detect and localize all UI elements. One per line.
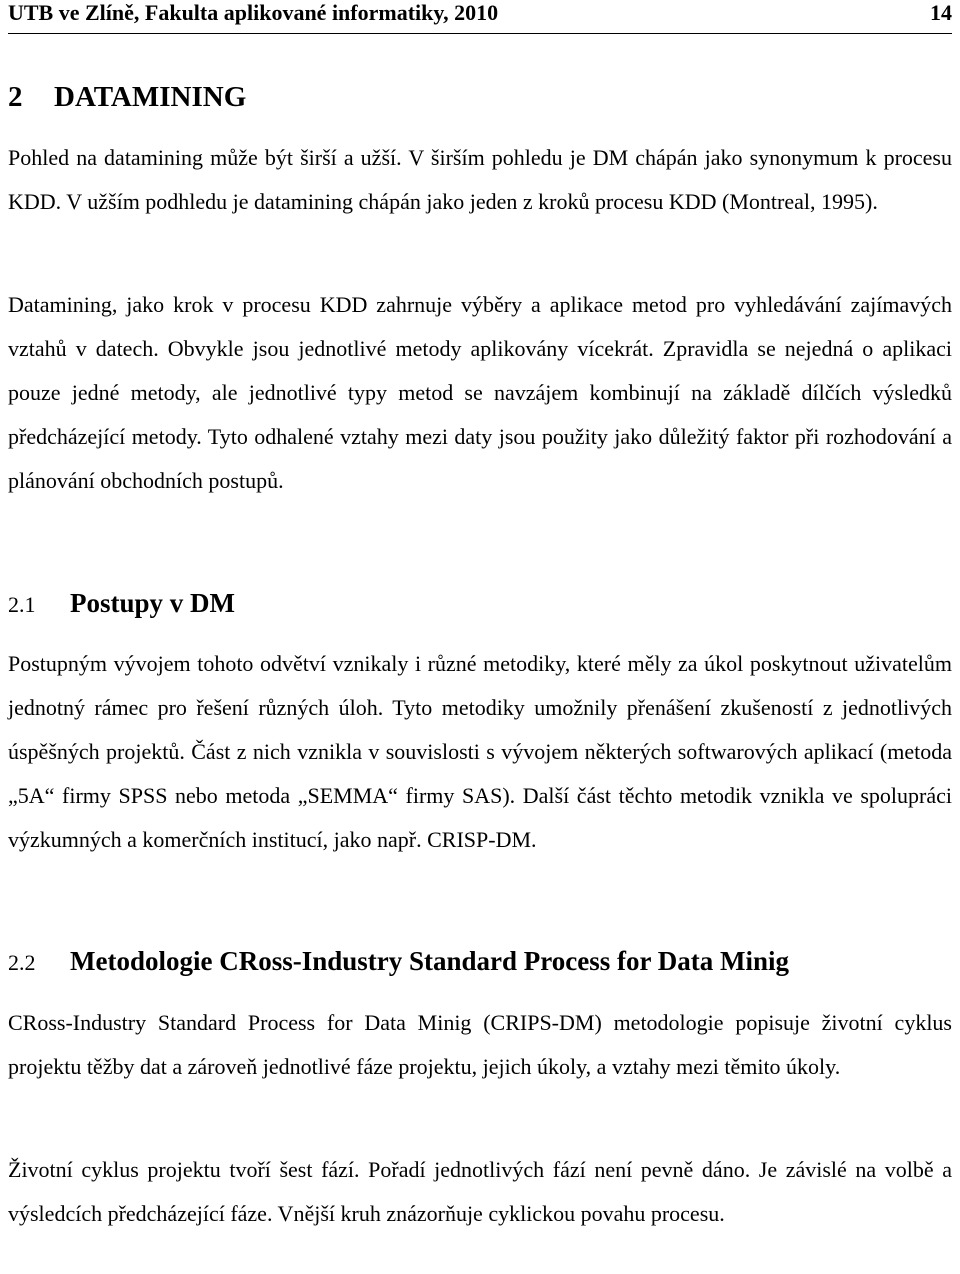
chapter-title: DATAMINING <box>54 81 247 113</box>
header-rule <box>8 33 952 34</box>
chapter-heading <box>8 80 952 114</box>
page-number: 14 <box>930 0 952 25</box>
paragraph-postupy: Postupným vývojem tohoto odvětví vznikaly i různé metodiky, které měly za úkol poskytnout uživatelům jednotný rámec pro řešení různých úloh. Tyto metodiky umožnily přenášení zkušeností z jednotlivých úspěšných projektů. Část z nich vznikla v souvislosti s vývojem některých softwarových aplikací (metoda „5A“ firmy SPSS nebo metoda „SEMMA“ firmy SAS). Další část těchto metodik vznikla ve spolupráci výzkumných a komerčních institucí, jako např. CRISP-DM. <box>8 651 952 852</box>
section-title: Metodologie CRoss-Industry Standard Process for Data Minig <box>70 946 789 976</box>
section-heading-2-2 <box>8 944 952 980</box>
paragraph-crisp-intro: CRoss-Industry Standard Process for Data Minig (CRIPS-DM) metodologie popisuje životní cyklus projektu těžby dat a zároveň jednotlivé fáze projektu, jejich úkoly, a vztahy mezi těmito úkoly. <box>8 1010 952 1079</box>
running-header <box>8 0 952 34</box>
paragraph-krok: Datamining, jako krok v procesu KDD zahrnuje výběry a aplikace metod pro vyhledávání zajímavých vztahů v datech. Obvykle jsou jednotlivé metody aplikovány vícekrát. Zpravidla se nejedná o aplikaci pouze jedné metody, ale jednotlivé typy metod se navzájem kombinují na základě dílčích výsledků předcházející metody. Tyto odhalené vztahy mezi daty jsou použity jako důležitý faktor při rozhodování a plánování obchodních postupů. <box>8 292 952 493</box>
header-title: UTB ve Zlíně, Fakulta aplikované informatiky, 2010 <box>8 0 499 25</box>
paragraph-intro: Pohled na datamining může být širší a užší. V širším pohledu je DM chápán jako synonymum k procesu KDD. V užším podhledu je datamining chápán jako jeden z kroků procesu KDD (Montreal, 1995). <box>8 145 952 214</box>
section-number: 2.1 <box>8 592 36 617</box>
paragraph-life-cycle: Životní cyklus projektu tvoří šest fází. Pořadí jednotlivých fází není pevně dáno. Je závislé na volbě a výsledcích předcházející fáze. Vnější kruh znázorňuje cyklickou povahu procesu. <box>8 1157 952 1226</box>
section-title: Postupy v DM <box>70 588 236 618</box>
section-heading-2-1 <box>8 586 952 622</box>
chapter-number: 2 <box>8 81 23 113</box>
section-number: 2.2 <box>8 950 36 975</box>
